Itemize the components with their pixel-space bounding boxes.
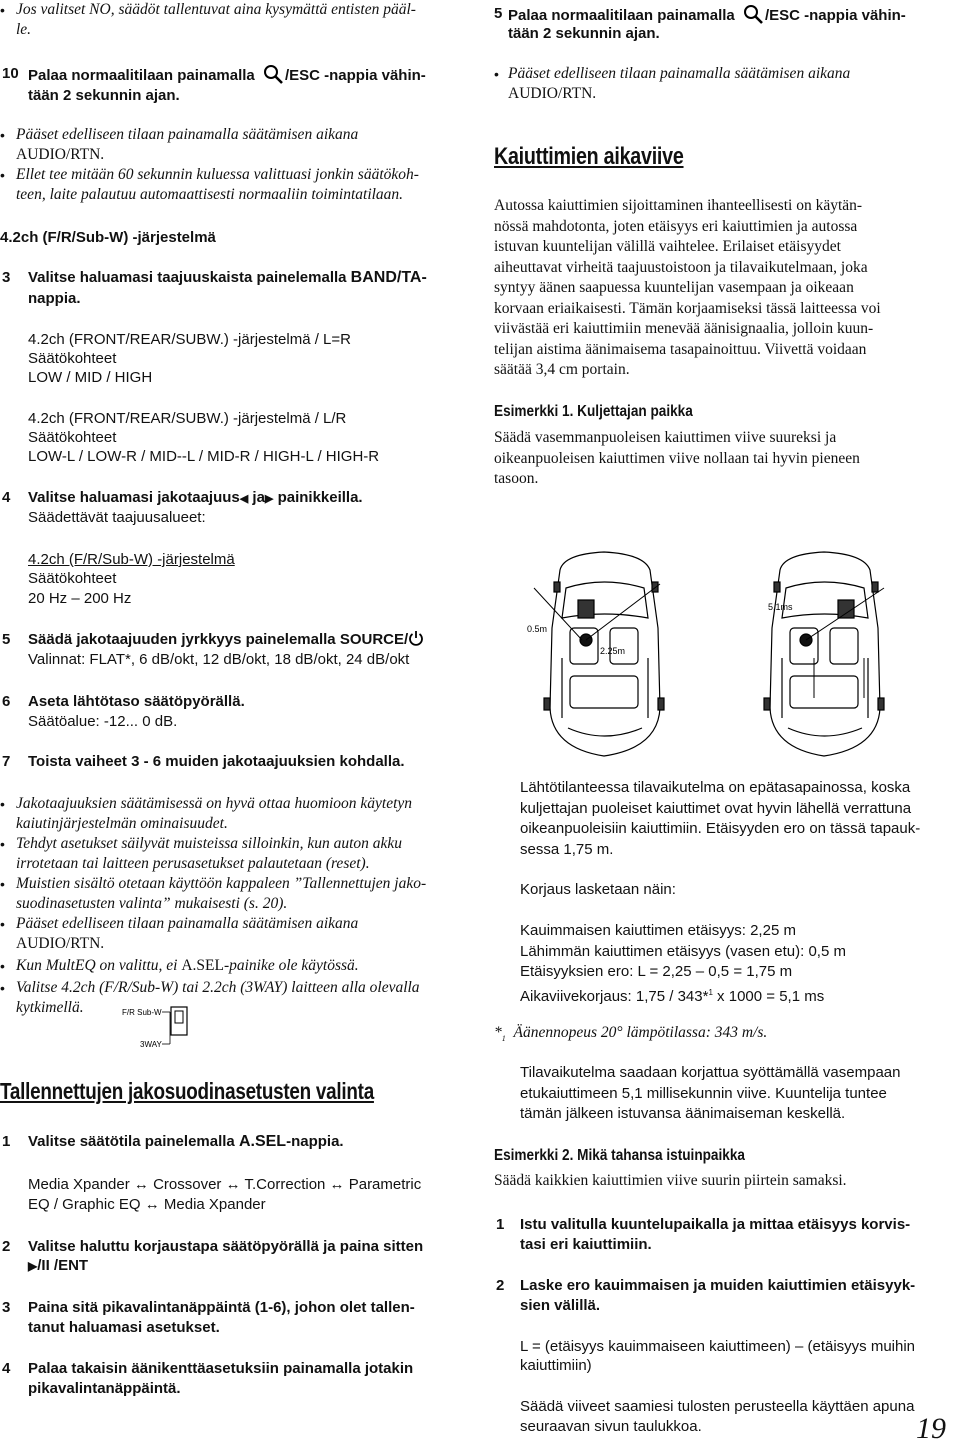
step-4: Valitse haluamasi jakotaajuus◀ ja▶ painikkeilla. (28, 489, 363, 506)
calc-intro: Korjaus lasketaan näin: (520, 881, 676, 898)
result-line: Tilavaikutelma saadaan korjattua syöttämällä vasempaan (520, 1064, 901, 1081)
bullet: • (0, 916, 5, 932)
note-text: Jakotaajuuksien säätämisessä on hyvä ottaa huomioon käytetyn (16, 795, 413, 812)
paragraph-line: korvaan eriaikaisesti. Tämän korjaamiseksi tässä laitteessa voi (494, 299, 881, 317)
label-225m: 2.25m (600, 646, 626, 656)
formula: L = (etäisyys kauimmaiseen kaiuttimeen) – (etäisyys muihin (520, 1338, 916, 1355)
result-line: tämän jälkeen istuvansa äänimaiseman keskellä. (520, 1105, 846, 1122)
note-text: Valitse 4.2ch (F/R/Sub-W) tai 2.2ch (3WAY) laitteen alla olevalla (16, 979, 420, 996)
note-text: kaiutinjärjestelmän ominaisuudet. (16, 815, 228, 832)
bullet: • (0, 876, 5, 892)
paragraph-line: viivästää eri kaiuttimiin menevää äänisignaalia, jolloin kuun- (494, 320, 874, 337)
step-t2: Valitse haluttu korjaustapa säätöpyörällä ja paina sitten (28, 1238, 424, 1255)
calc-line: kuljettajan puoleiset kaiuttimet ovat hyvin lähellä verrattuna (520, 799, 912, 817)
fr-values: 20 Hz – 200 Hz (28, 590, 132, 607)
example-line: tasoon. (494, 470, 539, 487)
paragraph-line: syntyy äänen saapuessa kuuntelijan vasempaan ja oikeaan (494, 279, 854, 296)
cycle-arrow-icon: ↔ (225, 1176, 241, 1193)
example-line: oikeanpuoleisen kaiuttimen viive nollaan tai hyvin pieneen (494, 449, 860, 467)
car-diagram (504, 548, 960, 760)
step-6-cont: Säätöalue: -12... 0 dB. (28, 713, 178, 730)
step-r2-cont: sien välillä. (520, 1297, 601, 1314)
play-icon: ▶ (28, 1259, 38, 1273)
step-3-cont: nappia. (28, 290, 81, 307)
system-heading: 4.2ch (F/R/Sub-W) -järjestelmä (0, 229, 216, 246)
search-icon (743, 4, 765, 24)
step-number: 2 (496, 1277, 505, 1294)
example-line: Säädä vasemmanpuoleisen kaiuttimen viive suureksi ja (494, 429, 837, 446)
note-text: Tehdyt asetukset säilyvät muisteissa silloinkin, kun auton akku (16, 835, 403, 852)
step-t4-cont: pikavalintanäppäintä. (28, 1380, 181, 1397)
note-text: Pääset edelliseen tilaan painamalla säätämisen aikana (16, 915, 359, 932)
note-text: Muistien sisältö otetaan käyttöön kappaleen ”Tallennettujen jako- (16, 875, 427, 892)
step-t2-key: ▶/II /ENT (28, 1257, 89, 1274)
step-number: 2 (2, 1238, 11, 1255)
note-text: Pääset edelliseen tilaan painamalla säätämisen aikana (508, 65, 851, 82)
paragraph-line: telijan aistima äänimaisema tasapainoittuu. Viivettä voidaan (494, 340, 867, 358)
result-line: etukaiuttimeen 5,1 millisekunnin viive. Kuuntelija tuntee (520, 1084, 887, 1102)
paragraph-line: istuvan kuuntelijan välillä vaihtelee. Erilaiset etäisyydet (494, 238, 841, 255)
example-2-text: Säädä kaikkien kaiuttimien viive suurin piirtein samaksi. (494, 1172, 847, 1189)
cycle-arrow-icon: ↔ (144, 1196, 160, 1213)
cycle-arrow-icon: ↔ (329, 1176, 345, 1193)
step-3: Valitse haluamasi taajuuskaista painelemalla BAND/TA- (28, 269, 427, 286)
step-10: Palaa normaalitilaan painamalla /ESC -nappia vähin- (28, 64, 426, 86)
step-t1: Valitse säätötila painelemalla A.SEL-nappia. (28, 1133, 344, 1150)
step-7: Toista vaiheet 3 - 6 muiden jakotaajuuksien kohdalla. (28, 753, 405, 770)
step-number: 6 (2, 693, 11, 710)
step-number: 3 (2, 1299, 11, 1316)
car-right (764, 552, 884, 756)
section-title: Tallennettujen jakosuodinasetusten valinta (0, 1078, 374, 1104)
step-5-right-cont: tään 2 sekunnin ajan. (508, 25, 660, 42)
formula-cont: kaiuttimiin) (520, 1357, 592, 1374)
label-51ms: 5.1ms (768, 602, 793, 612)
step-10-cont: tään 2 sekunnin ajan. (28, 87, 180, 104)
arrow-right-icon: ▶ (264, 493, 274, 505)
note-text: Ellet tee mitään 60 sekunnin kuluessa valittuasi jonkin säätökoh- (16, 166, 419, 183)
step-t4: Palaa takaisin äänikenttäasetuksiin painamalla jotakin (28, 1360, 414, 1377)
power-icon (408, 630, 424, 646)
note-text: kytkimellä. (16, 999, 84, 1016)
note-text: Jos valitset NO, säädöt tallentuvat aina kysymättä entisten pääl- (16, 1, 416, 18)
bullet: • (0, 167, 5, 183)
note-text: Pääset edelliseen tilaan painamalla säätämisen aikana (16, 126, 359, 143)
lr-heading: 4.2ch (FRONT/REAR/SUBW.) -järjestelmä / L/R (28, 410, 347, 427)
bullet: • (0, 796, 5, 812)
note-text: suodinasetusten valinta” mukaisesti (s. 20). (16, 895, 288, 912)
lr-label: Säätökohteet (28, 350, 117, 367)
mode-cycle: Media Xpander ↔ Crossover ↔ T.Correction ↔ Parametric (28, 1176, 422, 1193)
step-number: 5 (2, 631, 11, 648)
calc-line: oikeanpuoleisiin kaiuttimiin. Etäisyyden ero on tässä tapauk- (520, 820, 921, 837)
example-title: Esimerkki 2. Mikä tahansa istuinpaikka (494, 1147, 745, 1164)
note-key: AUDIO/RTN. (16, 935, 105, 952)
step-4-cont: Säädettävät taajuusalueet: (28, 509, 206, 526)
calc-line: Kauimmaisen kaiuttimen etäisyys: 2,25 m (520, 922, 796, 939)
bullet: • (494, 66, 499, 82)
fr-label: Säätökohteet (28, 570, 117, 587)
bullet: • (0, 127, 5, 143)
step-r1-cont: tasi eri kaiuttimiin. (520, 1236, 652, 1253)
example-title: Esimerkki 1. Kuljettajan paikka (494, 403, 693, 420)
bullet: • (0, 980, 5, 996)
paragraph-line: säätää 3,4 cm portain. (494, 361, 630, 378)
step-number: 4 (2, 489, 11, 506)
step-number: 7 (2, 753, 11, 770)
step-number: 1 (2, 1133, 11, 1150)
note-text: le. (16, 21, 32, 38)
step-number: 10 (2, 65, 19, 82)
step-5-cont: Valinnat: FLAT*, 6 dB/okt, 12 dB/okt, 18 dB/okt, 24 dB/okt (28, 651, 410, 668)
bullet: • (0, 2, 5, 18)
step-number: 4 (2, 1360, 11, 1377)
calc-line: Lähtötilanteessa tilavaikutelma on epätasapainossa, koska (520, 779, 911, 796)
mode-cycle-cont: EQ / Graphic EQ ↔ Media Xpander (28, 1196, 266, 1213)
search-icon (263, 64, 285, 84)
calc-line: Lähimmän kaiuttimen etäisyys (vasen etu): 0,5 m (520, 942, 846, 960)
switch-label-bottom: 3WAY (140, 1040, 162, 1049)
bullet: • (0, 836, 5, 852)
closing-text: Säädä viiveet saamiesi tulosten perusteella käyttäen apuna (520, 1398, 915, 1415)
footnote: $*_1$ Äänennopeus 20° lämpötilassa: 343 m/s. (494, 1024, 768, 1044)
paragraph-line: aiheuttavat virheitä taajuustoistoon ja tilavaikutelmaan, joka (494, 258, 868, 276)
lr-heading: 4.2ch (FRONT/REAR/SUBW.) -järjestelmä / L=R (28, 331, 351, 348)
step-6: Aseta lähtötaso säätöpyörällä. (28, 693, 245, 710)
paragraph-line: Autossa kaiuttimien sijoittaminen ihanteellisesti on käytän- (494, 197, 863, 214)
lr-label: Säätökohteet (28, 429, 117, 446)
note-key: AUDIO/RTN. (16, 146, 105, 163)
step-number: 5 (494, 5, 503, 22)
step-number: 3 (2, 269, 11, 286)
calc-last: Aikaviivekorjaus: 1,75 / 343*$^1$ x 1000 = 5,1 ms (520, 988, 825, 1005)
bullet: • (0, 958, 5, 974)
paragraph-line: nössä mahdotonta, joten etäisyys eri kaiuttimien ja autossa (494, 217, 858, 235)
switch-label-top: F/R Sub-W (122, 1008, 162, 1017)
step-5: Säädä jakotaajuuden jyrkkyys painelemalla SOURCE/ (28, 630, 424, 650)
calc-line: Etäisyyksien ero: L = 2,25 – 0,5 = 1,75 m (520, 963, 793, 980)
step-number: 1 (496, 1216, 505, 1233)
cycle-arrow-icon: ↔ (133, 1176, 149, 1193)
switch-diagram (118, 1004, 218, 1050)
step-t3: Paina sitä pikavalintanäppäintä (1-6), johon olet tallen- (28, 1299, 415, 1316)
note-text: teen, laite palautuu automaattisesti normaaliin toimintatilaan. (16, 186, 404, 203)
arrow-left-icon: ◀ (239, 493, 249, 505)
step-r2: Laske ero kauimmaisen ja muiden kaiuttimien etäisyyk- (520, 1277, 916, 1294)
label-05m: 0.5m (527, 624, 548, 634)
closing-text-cont: seuraavan sivun taulukkoa. (520, 1418, 702, 1435)
step-5-right: Palaa normaalitilaan painamalla /ESC -nappia vähin- (508, 4, 906, 26)
section-title: Kaiuttimien aikaviive (494, 143, 684, 170)
page-number: 19 (916, 1412, 946, 1445)
step-r1: Istu valitulla kuuntelupaikalla ja mittaa etäisyys korvis- (520, 1216, 911, 1233)
note-text: irrotetaan tai laitteen perusasetukset palautetaan (reset). (16, 855, 370, 872)
fr-heading: 4.2ch (F/R/Sub-W) -järjestelmä (28, 551, 235, 568)
note-key: AUDIO/RTN. (508, 85, 597, 102)
step-t3-cont: tanut haluamasi asetukset. (28, 1319, 220, 1336)
lr-values: LOW-L / LOW-R / MID--L / MID-R / HIGH-L / HIGH-R (28, 448, 380, 465)
note-text: Kun MultEQ on valittu, ei A.SEL-painike ole käytössä. (16, 957, 359, 974)
calc-line: sessa 1,75 m. (520, 840, 614, 858)
lr-values: LOW / MID / HIGH (28, 369, 153, 386)
